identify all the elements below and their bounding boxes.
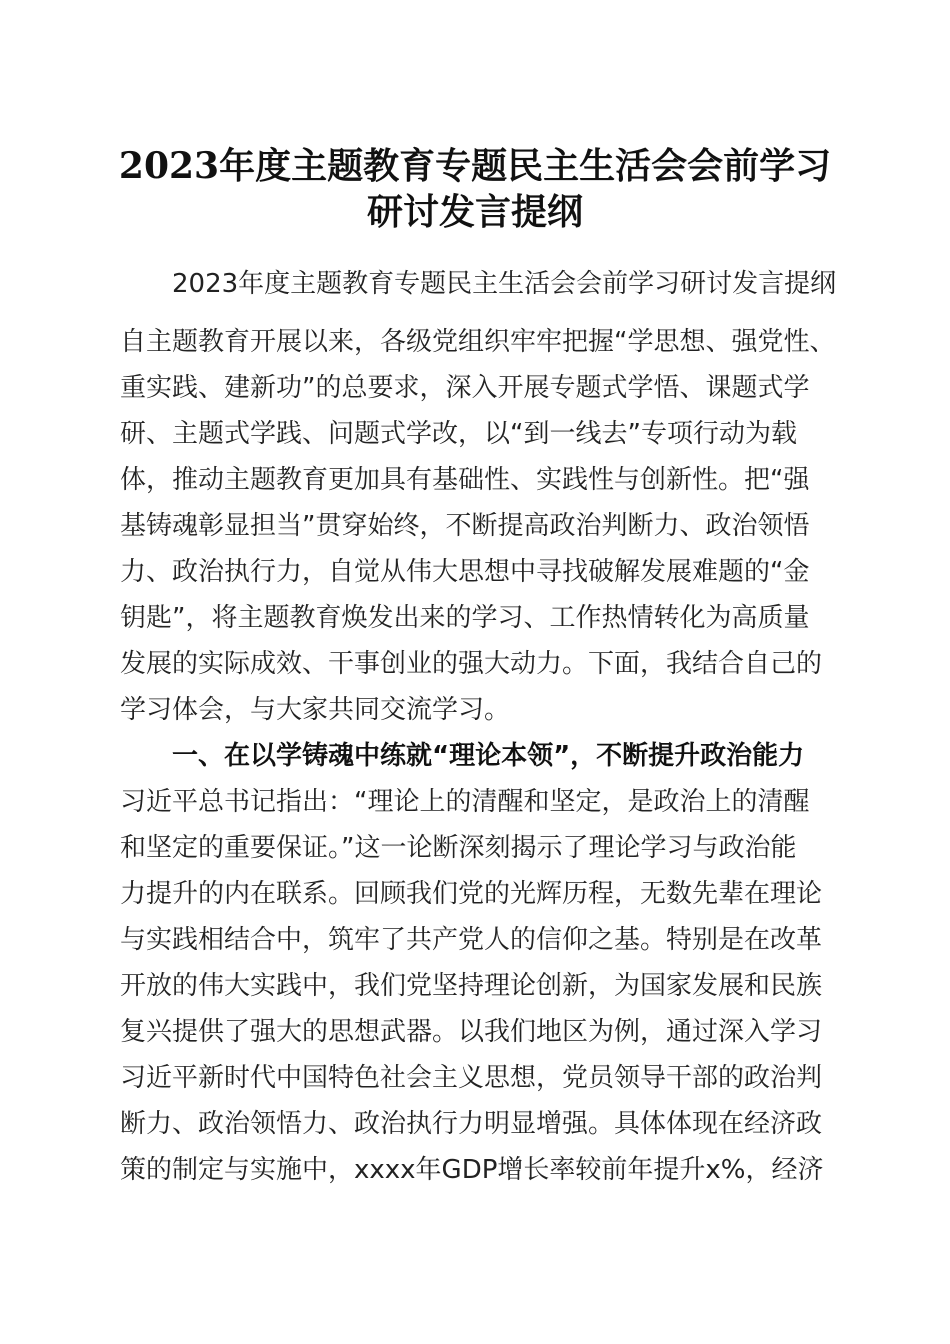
body-line: 策的制定与实施中，xxxx年GDP增长率较前年提升x%，经济	[120, 1155, 824, 1185]
body-line: 基铸魂彰显担当”贯穿始终，不断提高政治判断力、政治领悟	[120, 511, 810, 541]
document-title-line-2: 研讨发言提纲	[366, 191, 583, 233]
body-line: 习近平新时代中国特色社会主义思想，党员领导干部的政治判	[120, 1063, 823, 1093]
body-line: 力、政治执行力，自觉从伟大思想中寻找破解发展难题的“金	[120, 557, 810, 587]
body-line: 自主题教育开展以来，各级党组织牢牢把握“学思想、强党性、	[120, 327, 836, 357]
body-line: 2023年度主题教育专题民主生活会会前学习研讨发言提纲	[172, 269, 837, 299]
section-heading: 一、在以学铸魂中练就“理论本领”，不断提升政治能力	[172, 741, 805, 771]
document-title-line-1: 2023年度主题教育专题民主生活会会前学习	[118, 145, 832, 187]
body-line: 复兴提供了强大的思想武器。以我们地区为例，通过深入学习	[120, 1017, 823, 1047]
body-line: 研、主题式学践、问题式学改，以“到一线去”专项行动为载	[120, 419, 797, 449]
body-line: 体，推动主题教育更加具有基础性、实践性与创新性。把“强	[120, 465, 810, 495]
body-line: 发展的实际成效、干事创业的强大动力。下面，我结合自己的	[120, 649, 823, 679]
body-line: 与实践相结合中，筑牢了共产党人的信仰之基。特别是在改革	[120, 925, 823, 955]
body-line: 力提升的内在联系。回顾我们党的光辉历程，无数先辈在理论	[120, 879, 823, 909]
body-line: 断力、政治领悟力、政治执行力明显增强。具体体现在经济政	[120, 1109, 823, 1139]
body-line: 和坚定的重要保证。”这一论断深刻揭示了理论学习与政治能	[120, 833, 797, 863]
body-line: 钥匙”，将主题教育焕发出来的学习、工作热情转化为高质量	[120, 603, 810, 633]
body-line: 习近平总书记指出：“理论上的清醒和坚定，是政治上的清醒	[120, 787, 810, 817]
body-line: 开放的伟大实践中，我们党坚持理论创新，为国家发展和民族	[120, 971, 823, 1001]
body-line: 学习体会，与大家共同交流学习。	[120, 695, 511, 725]
body-line: 重实践、建新功”的总要求，深入开展专题式学悟、课题式学	[120, 373, 810, 403]
